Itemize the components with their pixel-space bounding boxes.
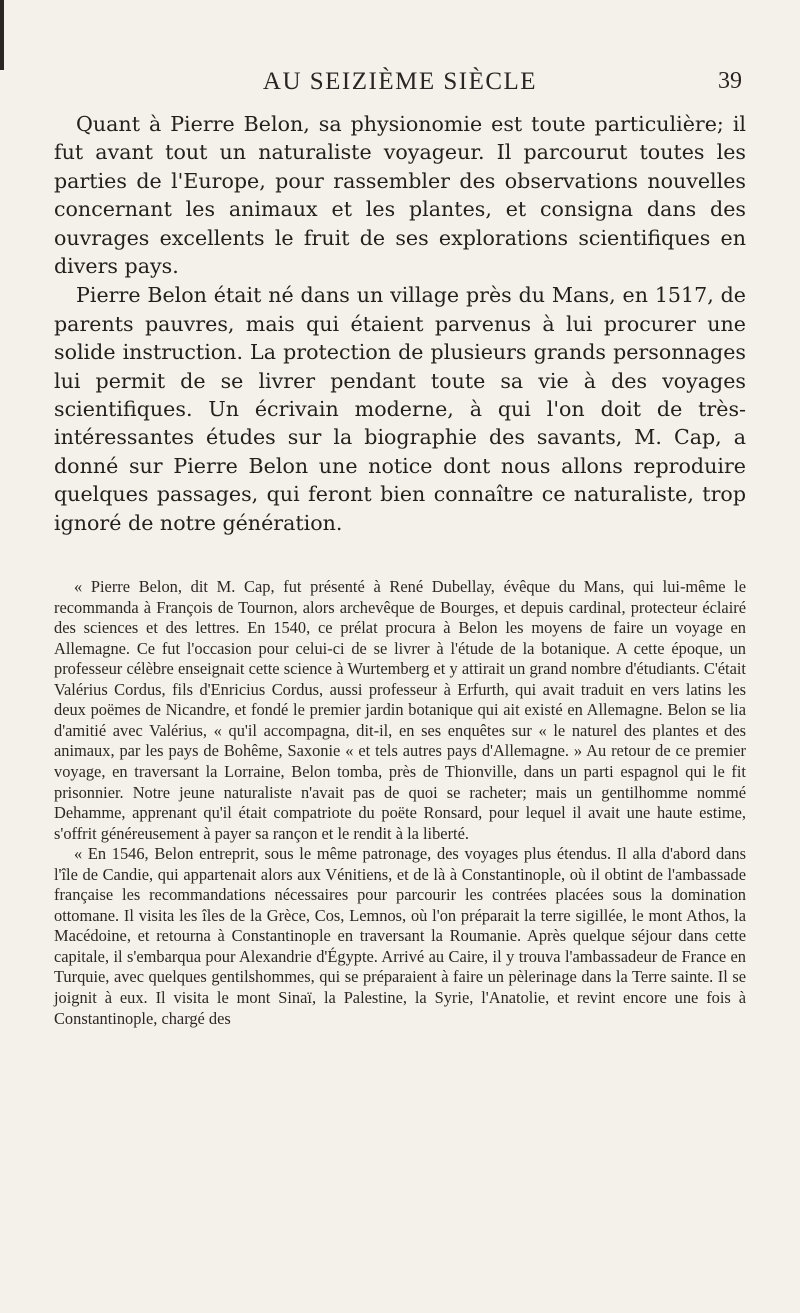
running-head: [54, 68, 746, 102]
quote-paragraph-2: « En 1546, Belon entreprit, sous le même patronage, des voyages plus étendus. Il alla d'abord dans l'île de Candie, qui appartenait alors aux Vénitiens, et de là à Constantinople, où il obtint de l'ambassade française les recommandations nécessaires pour parcourir les contrées placées sous la domination ottomane. Il visita les îles de la Grèce, Cos, Lemnos, où l'on préparait la terre sigillée, le mont Athos, la Macédoine, et retourna à Constantinople en traversant la Roumanie. Après quelque séjour dans cette capitale, il s'embarqua pour Alexandrie d'Égypte. Arrivé au Caire, il y trouva l'ambassadeur de France en Turquie, avec quelques gentilshommes, qui se préparaient à faire un pèlerinage dans la Terre sainte. Il se joignit à eux. Il visita le mont Sinaï, la Palestine, la Syrie, l'Anatolie, et revint encore une fois à Constantinople, chargé des: [54, 844, 746, 1028]
paragraph-2: Pierre Belon était né dans un village près du Mans, en 1517, de parents pauvres, mais qui étaient parvenus à lui procurer une solide instruction. La protection de plusieurs grands personnages lui permit de se livrer pendant toute sa vie à des voyages scientifiques. Un écrivain moderne, à qui l'on doit de très-intéressantes études sur la biographie des savants, M. Cap, a donné sur Pierre Belon une notice dont nous allons reproduire quelques passages, qui feront bien connaître ce naturaliste, trop ignoré de notre génération.: [54, 283, 746, 535]
quoted-text: [54, 577, 746, 1029]
book-page: [54, 68, 746, 1029]
quote-paragraph-1: « Pierre Belon, dit M. Cap, fut présenté à René Dubellay, évêque du Mans, qui lui-même le recommanda à François de Tournon, alors archevêque de Bourges, et depuis cardinal, protecteur éclairé des sciences et des lettres. En 1540, ce prélat procura à Belon les moyens de faire un voyage en Allemagne. Ce fut l'occasion pour celui-ci de se livrer à l'étude de la botanique. A cette époque, un professeur célèbre enseignait cette science à Wurtemberg et y attirait un grand nombre d'étudiants. C'était Valérius Cordus, fils d'Enricius Cordus, aussi professeur à Erfurth, qui avait traduit en vers latins les deux poëmes de Nicandre, et fondé le premier jardin botanique qui ait existé en Allemagne. Belon se lia d'amitié avec Valérius, « qu'il accompagna, dit-il, en ses enquêtes sur « le naturel des plantes et des animaux, par les pays de Bohême, Saxonie « et tels autres pays d'Allemagne. » Au retour de ce premier voyage, en traversant la Lorraine, Belon tomba, près de Thionville, dans un parti espagnol qui le fit prisonnier. Notre jeune naturaliste n'avait pas de quoi se racheter; mais un gentilhomme nommé Dehamme, apprenant qu'il était compatriote du poëte Ronsard, pour lequel il avait une haute estime, s'offrit généreusement à payer sa rançon et le rendit à la liberté.: [54, 577, 746, 843]
scan-edge: [0, 0, 4, 70]
running-title: AU SEIZIÈME SIÈCLE: [262, 68, 538, 95]
page-number: 39: [718, 68, 742, 94]
paragraph-1: Quant à Pierre Belon, sa physionomie est toute particulière; il fut avant tout un naturaliste voyageur. Il parcourut toutes les parties de l'Europe, pour rassembler des observations nouvelles concernant les animaux et les plantes, et consigna dans des ouvrages excellents le fruit de ses explorations scientifiques en divers pays.: [54, 112, 746, 279]
section-gap: [54, 537, 746, 577]
main-text: [54, 110, 746, 537]
